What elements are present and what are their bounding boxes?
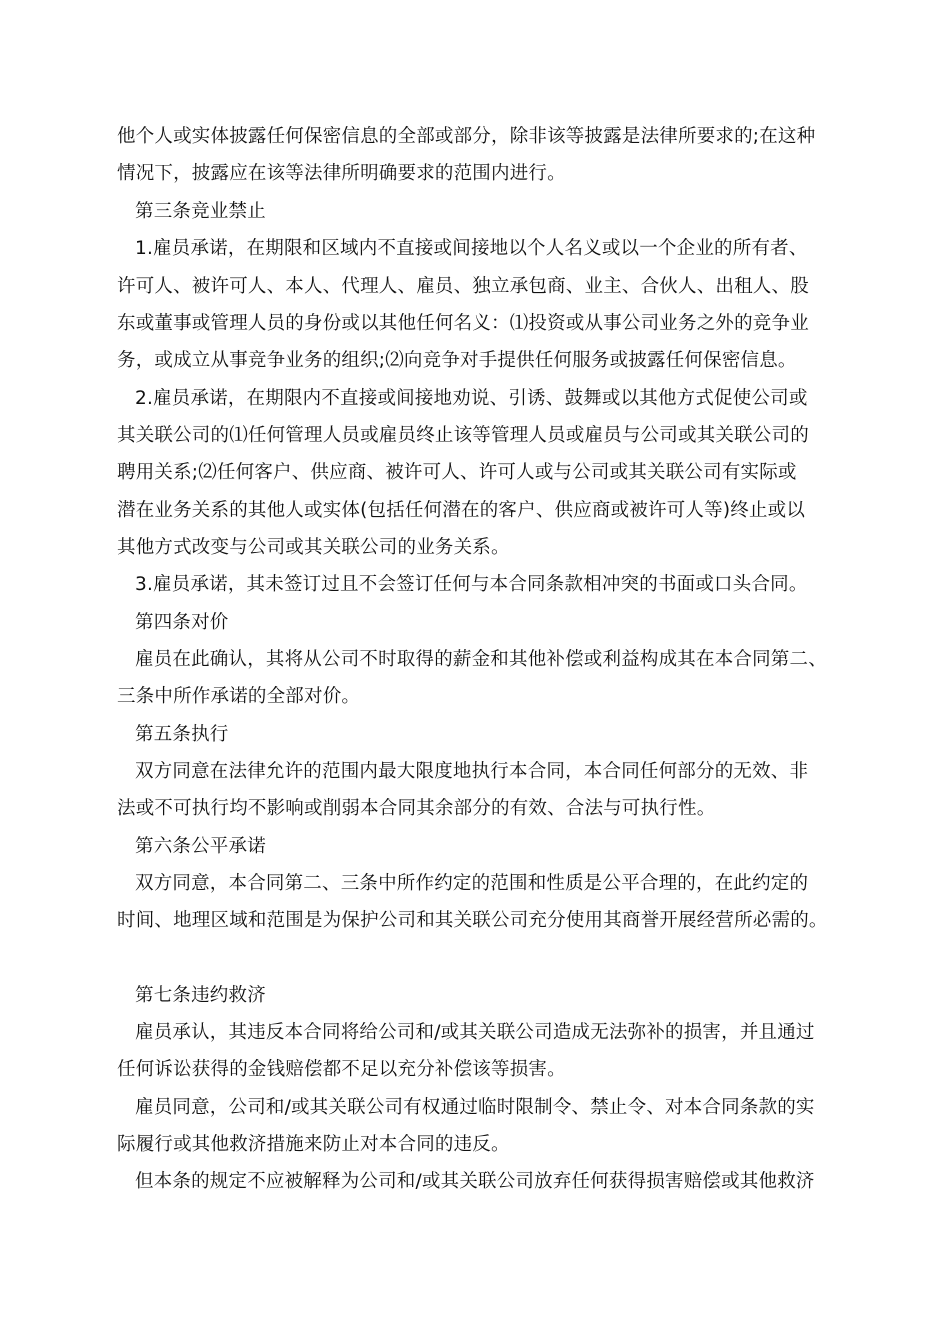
text-line: 聘用关系;⑵任何客户、供应商、被许可人、许可人或与公司或其关联公司有实际或 bbox=[117, 462, 797, 483]
text-line: 3.雇员承诺，其未签订过且不会签订任何与本合同条款相冲突的书面或口头合同。 bbox=[135, 574, 808, 595]
text-line: 情况下，披露应在该等法律所明确要求的范围内进行。 bbox=[117, 163, 566, 184]
text-line: 2.雇员承诺，在期限内不直接或间接地劝说、引诱、鼓舞或以其他方式促使公司或 bbox=[135, 388, 808, 409]
text-line: 双方同意在法律允许的范围内最大限度地执行本合同，本合同任何部分的无效、非 bbox=[135, 761, 809, 782]
text-line: 际履行或其他救济措施来防止对本合同的违反。 bbox=[117, 1134, 510, 1155]
text-line: 双方同意，本合同第二、三条中所作约定的范围和性质是公平合理的，在此约定的 bbox=[135, 873, 809, 894]
text-line: 任何诉讼获得的金钱赔偿都不足以充分补偿该等损害。 bbox=[117, 1059, 566, 1080]
text-line: 东或董事或管理人员的身份或以其他任何名义：⑴投资或从事公司业务之外的竞争业 bbox=[117, 313, 809, 334]
section-heading: 第五条执行 bbox=[135, 724, 229, 745]
text-line: 但本条的规定不应被解释为公司和/或其关联公司放弃任何获得损害赔偿或其他救济 bbox=[135, 1171, 815, 1192]
section-heading: 第四条对价 bbox=[135, 612, 229, 633]
text-line: 雇员同意，公司和/或其关联公司有权通过临时限制令、禁止令、对本合同条款的实 bbox=[135, 1097, 815, 1118]
text-line: 潜在业务关系的其他人或实体(包括任何潜在的客户、供应商或被许可人等)终止或以 bbox=[117, 500, 806, 521]
text-line: 时间、地理区域和范围是为保护公司和其关联公司充分使用其商誉开展经营所必需的。 bbox=[117, 910, 828, 931]
section-heading: 第七条违约救济 bbox=[135, 985, 266, 1006]
section-heading: 第三条竞业禁止 bbox=[135, 201, 266, 222]
text-line: 其他方式改变与公司或其关联公司的业务关系。 bbox=[117, 537, 510, 558]
text-line: 法或不可执行均不影响或削弱本合同其余部分的有效、合法与可执行性。 bbox=[117, 798, 716, 819]
text-line: 务，或成立从事竞争业务的组织;⑵向竞争对手提供任何服务或披露任何保密信息。 bbox=[117, 350, 797, 371]
text-line: 雇员承认，其违反本合同将给公司和/或其关联公司造成无法弥补的损害，并且通过 bbox=[135, 1022, 815, 1043]
text-line: 三条中所作承诺的全部对价。 bbox=[117, 686, 361, 707]
text-line: 1.雇员承诺，在期限和区域内不直接或间接地以个人名义或以一个企业的所有者、 bbox=[135, 238, 808, 259]
text-line: 许可人、被许可人、本人、代理人、雇员、独立承包商、业主、合伙人、出租人、股 bbox=[117, 276, 809, 297]
text-line: 其关联公司的⑴任何管理人员或雇员终止该等管理人员或雇员与公司或其关联公司的 bbox=[117, 425, 809, 446]
section-heading: 第六条公平承诺 bbox=[135, 836, 266, 857]
text-line: 雇员在此确认，其将从公司不时取得的薪金和其他补偿或利益构成其在本合同第二、 bbox=[135, 649, 827, 670]
text-line: 他个人或实体披露任何保密信息的全部或部分，除非该等披露是法律所要求的;在这种 bbox=[117, 126, 816, 147]
